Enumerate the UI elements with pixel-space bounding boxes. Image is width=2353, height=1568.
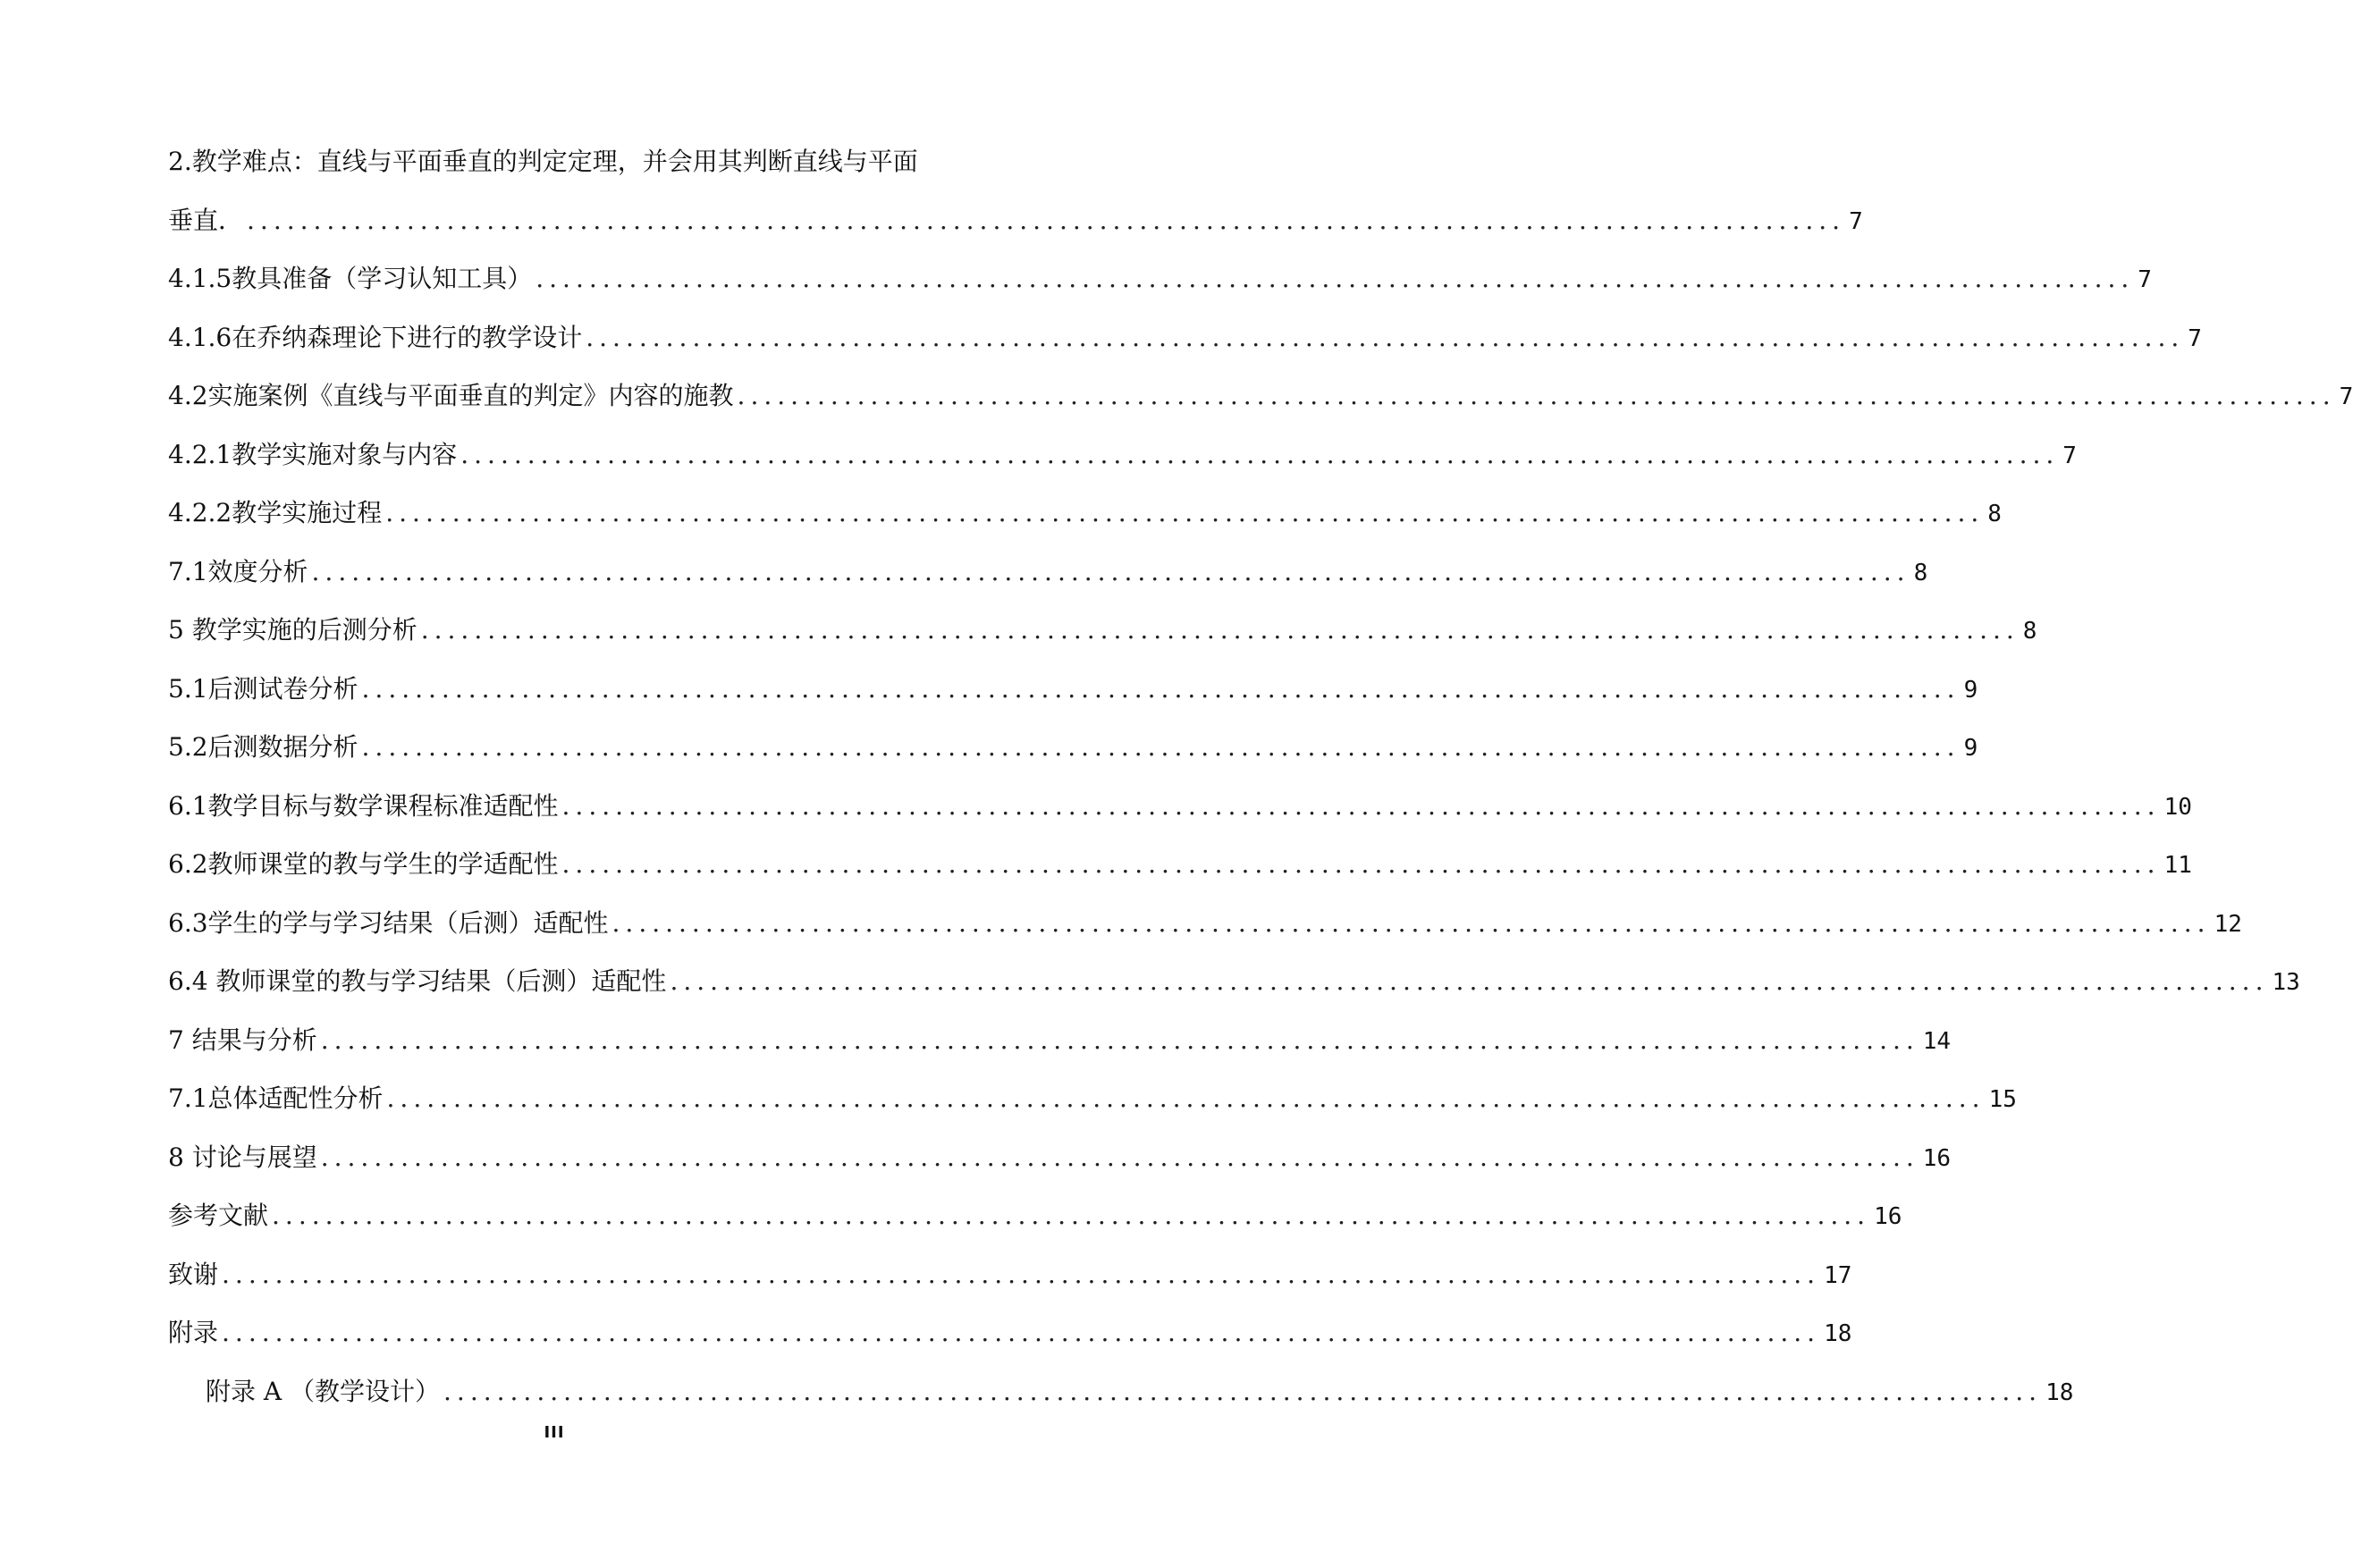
toc-entry-wrapped-line2 [168, 191, 1863, 250]
toc-page-number: 7 [2138, 266, 2152, 293]
dot-leader: ........................................................................................................................ [320, 1142, 1919, 1172]
toc-entry [168, 1245, 1852, 1304]
dot-leader: ........................................................................................................................ [361, 732, 1961, 762]
toc-entry [168, 484, 2002, 543]
toc-entry-title: 4.1.5教具准备（学习认知工具） [168, 264, 533, 293]
toc-page-number: 14 [1922, 1027, 1952, 1055]
dot-leader: ........................................................................................................................ [611, 907, 2211, 938]
toc-entry [168, 718, 1978, 777]
toc-entry [168, 660, 1978, 719]
toc-entry [168, 1069, 2017, 1128]
toc-entry [168, 1128, 1952, 1187]
toc-entry [168, 308, 2202, 367]
dot-leader: ........................................................................................................................ [311, 556, 1910, 586]
dot-leader: ........................................................................................................................ [272, 1201, 1871, 1230]
toc-page-number: 11 [2163, 852, 2192, 879]
dot-leader: ........................................................................................................................ [737, 381, 2336, 410]
toc-entry-title: 5.2后测数据分析 [168, 732, 358, 762]
dot-leader: ........................................................................................................................ [670, 966, 2269, 996]
toc-entry-title: 7.1总体适配性分析 [168, 1083, 384, 1113]
toc-entry [168, 835, 2192, 894]
dot-leader: ........................................................................................................................ [586, 322, 2185, 352]
toc-entry-title: 5.1后测试卷分析 [168, 673, 358, 704]
toc-entry [168, 1011, 1952, 1070]
toc-entry [168, 543, 1928, 602]
dot-leader: ........................................................................................................................ [385, 498, 1985, 527]
toc-entry-title: 6.2教师课堂的教与学生的学适配性 [168, 849, 559, 879]
toc-entry-list [168, 249, 2353, 1420]
toc-entry [168, 601, 2037, 660]
dot-leader: ........................................................................................................................ [386, 1083, 1986, 1113]
toc-page-number: 16 [1874, 1203, 1902, 1230]
toc-entry [168, 249, 2152, 308]
toc-page-number: 7 [1849, 207, 1863, 235]
toc-entry-title: 7.1效度分析 [168, 556, 308, 586]
dot-leader: ........................................................................................................................ [320, 1024, 1919, 1055]
toc-entry [168, 952, 2300, 1011]
toc-entry-wrapped-line1: 2.教学难点：直线与平面垂直的判定定理，并会用其判断直线与平面 [168, 147, 918, 176]
toc-entry-title: 4.2.2教学实施过程 [168, 498, 383, 527]
toc-entry-title: 4.1.6在乔纳森理论下进行的教学设计 [168, 322, 583, 352]
toc-entry-title: 6.1教学目标与数学课程标准适配性 [168, 790, 559, 821]
toc-entry [168, 367, 2353, 426]
toc-entry [168, 1303, 1852, 1362]
toc-entry-title: 8 讨论与展望 [168, 1142, 317, 1172]
toc-entry [168, 777, 2192, 836]
toc-page-number: 18 [2045, 1378, 2074, 1406]
toc-page-number: 9 [1963, 735, 1978, 762]
toc-entry-title: 5 教学实施的后测分析 [168, 615, 417, 645]
toc-entry [168, 1362, 2074, 1421]
dot-leader: ........................................................................................................................ [361, 673, 1961, 704]
toc-page-number: 8 [1987, 501, 2002, 527]
toc-entry-title: 4.2实施案例《直线与平面垂直的判定》内容的施教 [168, 381, 734, 410]
toc-page-number: 10 [2163, 793, 2192, 821]
toc-page-number: 8 [1913, 559, 1928, 586]
toc-entry [168, 894, 2242, 953]
dot-leader: ........................................................................................................................ [443, 1376, 2043, 1406]
dot-leader: ........................................................................................................................ [420, 615, 2020, 645]
toc-entry-title: 7 结果与分析 [168, 1024, 317, 1055]
toc-entry-title: 致谢 [168, 1259, 219, 1289]
dot-leader: ........................................................................................................................ [536, 264, 2135, 293]
toc-page-number: 12 [2214, 910, 2242, 938]
toc-page-number: 7 [2339, 384, 2353, 410]
toc-page-number: 9 [1963, 676, 1978, 704]
toc-entry-title: 6.3学生的学与学习结果（后测）适配性 [168, 907, 609, 938]
dot-leader: ........................................................................................................................ [247, 205, 1846, 235]
dot-leader: ........................................................................................................................ [460, 439, 2060, 469]
toc-entry [168, 1186, 1902, 1245]
toc-entry-title: 参考文献 [168, 1201, 269, 1230]
toc-page-number: 7 [2062, 442, 2077, 469]
toc-page-number: 7 [2188, 325, 2202, 352]
toc-page-number: 15 [1988, 1086, 2017, 1113]
toc-entry [168, 426, 2077, 485]
toc-page-number: 16 [1922, 1144, 1952, 1172]
dot-leader: ........................................................................................................................ [222, 1318, 1821, 1347]
toc-entry-title: 附录 [168, 1318, 219, 1347]
toc-page-number: 18 [1824, 1320, 1852, 1347]
toc-entry-title: 4.2.1教学实施对象与内容 [168, 439, 458, 469]
toc-page-number: 13 [2272, 969, 2300, 996]
dot-leader: ........................................................................................................................ [561, 849, 2161, 879]
table-of-contents [168, 132, 2353, 1420]
dot-leader: ........................................................................................................................ [222, 1259, 1821, 1289]
toc-entry-title: 垂直． [168, 205, 244, 235]
page-number-footer: III [544, 1423, 565, 1442]
dot-leader: ........................................................................................................................ [561, 790, 2161, 821]
toc-page-number: 17 [1824, 1261, 1852, 1289]
toc-entry-title: 6.4 教师课堂的教与学习结果（后测）适配性 [168, 966, 667, 996]
toc-entry-title: 附录 A （教学设计） [206, 1376, 441, 1406]
toc-page-number: 8 [2022, 618, 2037, 645]
